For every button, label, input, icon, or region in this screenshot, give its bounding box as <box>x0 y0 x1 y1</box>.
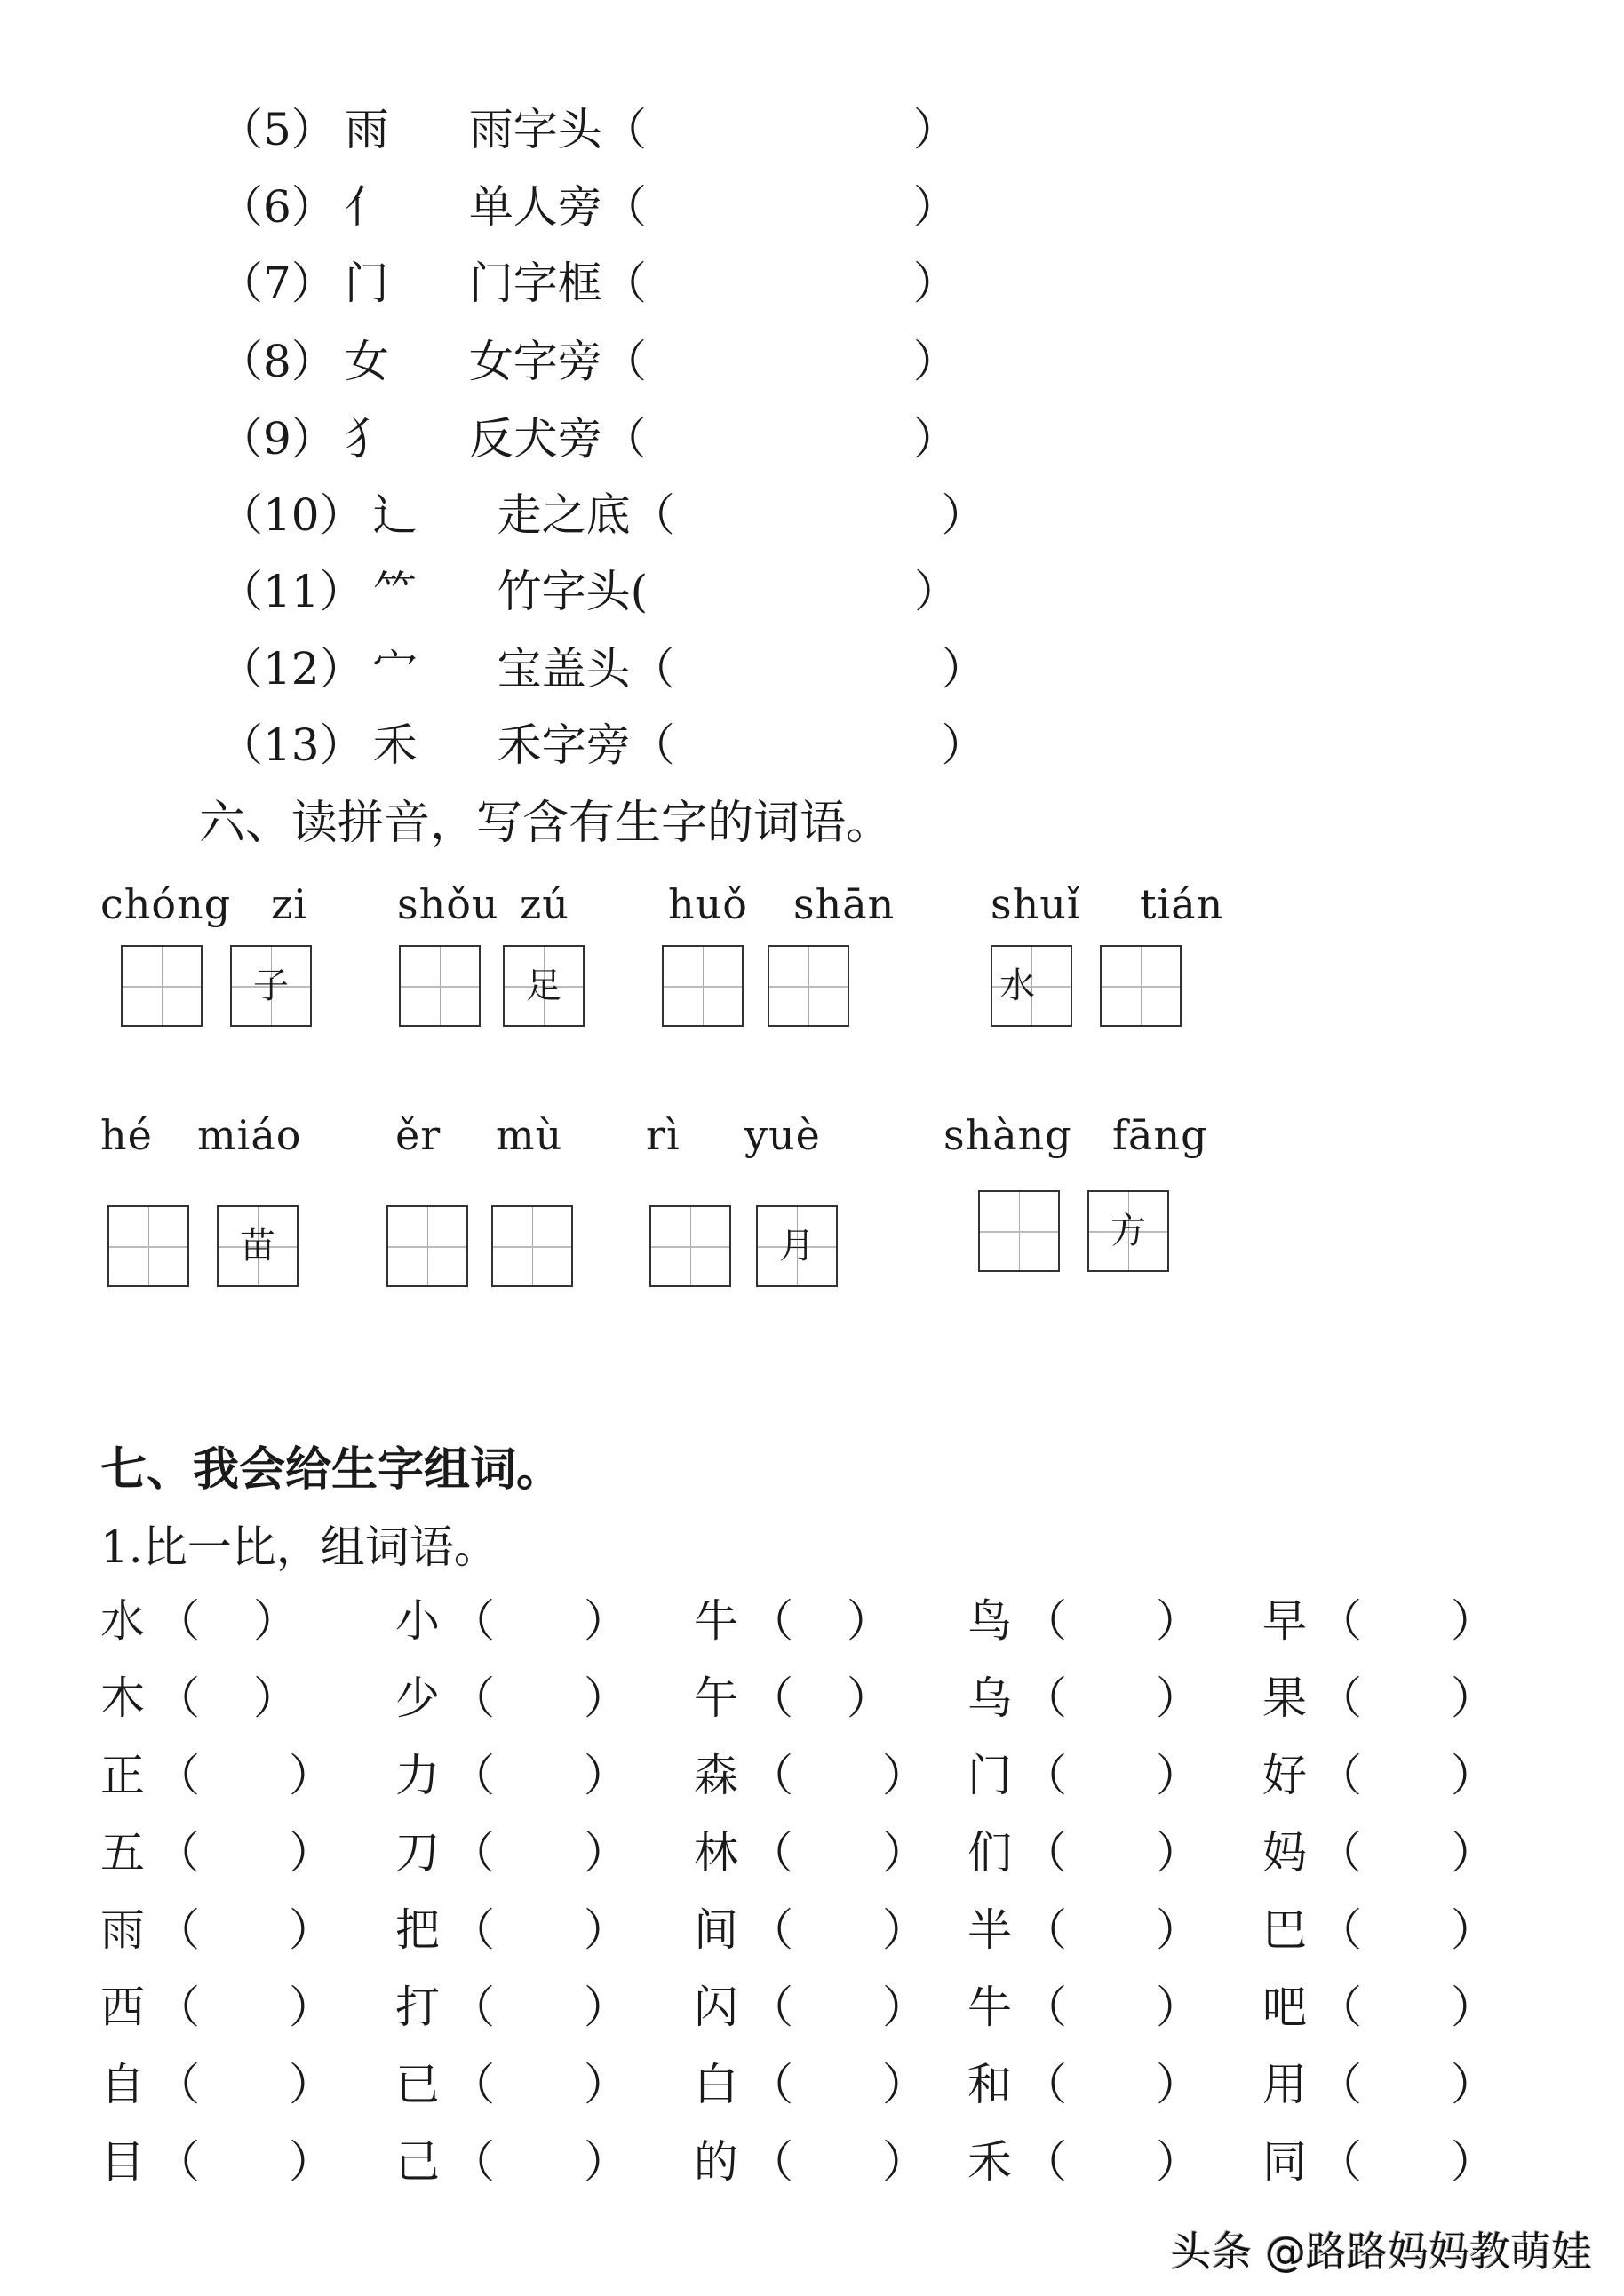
subsection-title: 1.比一比，组词语。 <box>100 1521 498 1573</box>
target-char: 牛 <box>694 1595 738 1647</box>
item-number: （11） <box>219 566 364 617</box>
answer-blank-close: ） <box>1451 1982 1495 2033</box>
answer-blank-open[interactable]: （ <box>1023 1982 1067 2033</box>
answer-blank-open[interactable]: （ <box>749 1827 793 1879</box>
radical-name: 雨字头 <box>468 104 602 155</box>
answer-blank-close: ） <box>584 2059 628 2110</box>
tianzige-box[interactable] <box>768 945 849 1027</box>
answer-blank-close: ） <box>584 1827 628 1879</box>
answer-blank-open[interactable]: （ <box>749 2136 793 2188</box>
answer-blank-open[interactable]: （ <box>749 2059 793 2110</box>
answer-blank-open[interactable]: （ <box>1318 1982 1362 2033</box>
radical-name: 反犬旁 <box>468 413 602 465</box>
radical-name: 走之底 <box>497 489 631 541</box>
radical-name: 单人旁 <box>468 181 602 233</box>
box-char: 足 <box>526 965 561 1006</box>
word-cell <box>1262 2131 1495 2193</box>
box-char: 子 <box>253 965 289 1006</box>
word-cell <box>100 1822 333 1884</box>
answer-blank-close: ） <box>912 258 958 309</box>
answer-blank-close: ） <box>289 2136 333 2188</box>
target-char: 五 <box>100 1827 145 1879</box>
word-cell <box>1262 1744 1495 1807</box>
word-cell <box>967 2054 1200 2116</box>
word-cell <box>694 1590 891 1652</box>
pinyin: tián <box>1140 880 1224 928</box>
target-char: 刀 <box>395 1827 440 1879</box>
answer-blank-open[interactable]: （ <box>155 2136 200 2188</box>
word-cell <box>100 1744 333 1807</box>
answer-blank-close: ） <box>912 104 958 155</box>
radical-glyph: ⺮ <box>372 566 418 617</box>
answer-blank-open[interactable]: （ <box>1318 1672 1362 1724</box>
radical-glyph: 门 <box>344 258 389 309</box>
answer-blank-open: （ <box>601 181 647 233</box>
answer-blank-close: ） <box>941 489 986 541</box>
pinyin: zú <box>520 880 569 928</box>
answer-blank-open: （ <box>601 104 647 155</box>
target-char: 禾 <box>967 2136 1012 2188</box>
answer-blank-open[interactable]: （ <box>155 2059 200 2110</box>
target-char: 果 <box>1262 1672 1307 1724</box>
word-cell <box>395 1744 628 1807</box>
answer-blank-close: ） <box>1156 1750 1200 1801</box>
radical-name: 女字旁 <box>468 336 602 387</box>
radical-glyph: 禾 <box>372 719 418 771</box>
answer-blank-open: （ <box>630 719 675 771</box>
answer-blank-open[interactable]: （ <box>749 1982 793 2033</box>
item-number: （12） <box>219 643 364 695</box>
answer-blank-close: ） <box>1156 1672 1200 1724</box>
pinyin: fāng <box>1112 1111 1208 1159</box>
target-char: 好 <box>1262 1750 1307 1801</box>
target-char: 用 <box>1262 2059 1307 2110</box>
word-cell <box>395 1899 628 1961</box>
answer-blank-close: ） <box>1451 1595 1495 1647</box>
target-char: 鸟 <box>967 1595 1012 1647</box>
target-char: 林 <box>694 1827 738 1879</box>
target-char: 间 <box>694 1904 738 1956</box>
target-char: 西 <box>100 1982 145 2033</box>
section-6-title: 六、读拼音，写含有生字的词语。 <box>199 797 893 850</box>
answer-blank-open[interactable]: （ <box>450 1672 495 1724</box>
answer-blank-open[interactable]: （ <box>1023 1904 1067 1956</box>
target-char: 森 <box>694 1750 738 1801</box>
word-cell <box>1262 1822 1495 1884</box>
target-char: 白 <box>694 2059 738 2110</box>
box-char: 水 <box>999 965 1035 1006</box>
answer-blank-close: ） <box>882 1827 927 1879</box>
answer-blank-close: ） <box>584 1672 628 1724</box>
word-cell <box>967 1667 1200 1729</box>
answer-blank-close: ） <box>1451 2136 1495 2188</box>
answer-blank-close: ） <box>1451 1904 1495 1956</box>
section-7-title: 七、我会给生字组词。 <box>100 1443 563 1497</box>
answer-blank-close: ） <box>847 1672 891 1724</box>
target-char: 正 <box>100 1750 145 1801</box>
item-number: （13） <box>219 719 364 771</box>
word-cell <box>694 1899 927 1961</box>
target-char: 小 <box>395 1595 440 1647</box>
answer-blank-open[interactable]: （ <box>450 1595 495 1647</box>
answer-blank-close: ） <box>289 1904 333 1956</box>
box-char: 方 <box>1111 1211 1146 1251</box>
word-cell <box>100 1667 298 1729</box>
target-char: 吧 <box>1262 1982 1307 2033</box>
answer-blank-open[interactable]: （ <box>749 1595 793 1647</box>
radical-glyph: 雨 <box>344 104 389 155</box>
tianzige-box[interactable] <box>756 1205 838 1287</box>
answer-blank-close: ） <box>912 336 958 387</box>
target-char: 水 <box>100 1595 145 1647</box>
answer-blank-open: （ <box>601 413 647 465</box>
tianzige-box[interactable] <box>217 1205 299 1287</box>
answer-blank-close: ） <box>289 2059 333 2110</box>
answer-blank-open[interactable]: （ <box>1318 1827 1362 1879</box>
radical-item <box>219 560 959 623</box>
radical-item <box>219 638 986 700</box>
word-cell <box>395 1822 628 1884</box>
pinyin: miáo <box>197 1111 302 1159</box>
target-char: 早 <box>1262 1595 1307 1647</box>
word-cell <box>967 1976 1200 2038</box>
tianzige-box[interactable] <box>503 945 585 1027</box>
answer-blank-open[interactable]: （ <box>1318 1750 1362 1801</box>
answer-blank-close: ） <box>289 1982 333 2033</box>
answer-blank-open[interactable]: （ <box>1023 2136 1067 2188</box>
word-cell <box>100 1899 333 1961</box>
tianzige-box[interactable] <box>399 945 481 1027</box>
pinyin: zi <box>271 880 307 928</box>
answer-blank-close: ） <box>1451 1672 1495 1724</box>
answer-blank-open[interactable]: （ <box>749 1904 793 1956</box>
tianzige-box[interactable] <box>121 945 203 1027</box>
word-cell <box>967 1590 1200 1652</box>
answer-blank-close: ） <box>882 1904 927 1956</box>
answer-blank-open[interactable]: （ <box>450 1750 495 1801</box>
radical-glyph: 辶 <box>372 489 418 541</box>
answer-blank-close: ） <box>1156 1595 1200 1647</box>
word-cell <box>1262 2054 1495 2116</box>
answer-blank-open[interactable]: （ <box>450 1982 495 2033</box>
pinyin: shǒu <box>397 880 499 928</box>
word-cell <box>395 1667 628 1729</box>
answer-blank-close: ） <box>882 1750 927 1801</box>
target-char: 闪 <box>694 1982 738 2033</box>
pinyin: chóng <box>100 880 232 928</box>
radical-glyph: 女 <box>344 336 389 387</box>
target-char: 巴 <box>1262 1904 1307 1956</box>
radical-glyph: 犭 <box>344 413 389 465</box>
pinyin: hé <box>100 1111 153 1159</box>
word-cell <box>1262 1899 1495 1961</box>
target-char: 半 <box>967 1904 1012 1956</box>
answer-blank-open[interactable]: （ <box>1318 1904 1362 1956</box>
target-char: 打 <box>395 1982 440 2033</box>
target-char: 的 <box>694 2136 738 2188</box>
answer-blank-close: ） <box>253 1595 298 1647</box>
answer-blank-close: ） <box>1451 1750 1495 1801</box>
tianzige-box[interactable] <box>991 945 1072 1027</box>
radical-item <box>219 176 958 238</box>
radical-name: 门字框 <box>468 258 602 309</box>
tianzige-box[interactable] <box>107 1205 189 1287</box>
word-cell <box>100 1590 298 1652</box>
word-cell <box>967 2131 1200 2193</box>
word-cell <box>694 1976 927 2038</box>
word-cell <box>395 2131 628 2193</box>
pinyin: shuǐ <box>991 880 1081 928</box>
tianzige-box[interactable] <box>1100 945 1182 1027</box>
word-cell <box>395 1590 628 1652</box>
target-char: 门 <box>967 1750 1012 1801</box>
item-number: （6） <box>219 181 336 233</box>
tianzige-box[interactable] <box>1087 1190 1169 1272</box>
radical-name: 竹字头 <box>497 566 631 617</box>
answer-blank-close: ） <box>289 1827 333 1879</box>
box-char: 月 <box>779 1226 815 1267</box>
target-char: 同 <box>1262 2136 1307 2188</box>
answer-blank-open[interactable]: （ <box>155 1982 200 2033</box>
target-char: 们 <box>967 1827 1012 1879</box>
answer-blank-open[interactable]: （ <box>1023 1827 1067 1879</box>
target-char: 和 <box>967 2059 1012 2110</box>
word-cell <box>100 1976 333 2038</box>
answer-blank-open[interactable]: （ <box>450 2136 495 2188</box>
answer-blank-close: ） <box>882 2059 927 2110</box>
answer-blank-open: （ <box>601 258 647 309</box>
word-cell <box>1262 1976 1495 2038</box>
item-number: （8） <box>219 336 336 387</box>
target-char: 妈 <box>1262 1827 1307 1879</box>
target-char: 午 <box>694 1672 738 1724</box>
word-cell <box>967 1744 1200 1807</box>
target-char: 雨 <box>100 1904 145 1956</box>
answer-blank-close: ） <box>584 1595 628 1647</box>
answer-blank-open[interactable]: （ <box>155 1750 200 1801</box>
answer-blank-open[interactable]: （ <box>155 1827 200 1879</box>
pinyin: shān <box>793 880 896 928</box>
pinyin: huǒ <box>668 880 748 928</box>
target-char: 牛 <box>967 1982 1012 2033</box>
word-cell <box>694 1822 927 1884</box>
answer-blank-close: ） <box>914 566 959 617</box>
answer-blank-close: ） <box>1451 2059 1495 2110</box>
tianzige-box[interactable] <box>491 1205 573 1287</box>
word-cell <box>1262 1667 1495 1729</box>
target-char: 目 <box>100 2136 145 2188</box>
answer-blank-close: ） <box>253 1672 298 1724</box>
answer-blank-open: （ <box>601 336 647 387</box>
radical-glyph: 亻 <box>344 181 389 233</box>
answer-blank-open[interactable]: （ <box>450 1827 495 1879</box>
pinyin: ěr <box>395 1111 442 1159</box>
word-cell <box>694 2131 927 2193</box>
answer-blank-close: ） <box>1156 1904 1200 1956</box>
answer-blank-close: ） <box>289 1750 333 1801</box>
radical-glyph: 宀 <box>372 643 418 695</box>
word-cell <box>967 1899 1200 1961</box>
tianzige-box[interactable] <box>230 945 312 1027</box>
target-char: 己 <box>395 2136 440 2188</box>
target-char: 少 <box>395 1672 440 1724</box>
answer-blank-close: ） <box>847 1595 891 1647</box>
word-cell <box>694 1744 927 1807</box>
radical-item <box>219 484 986 546</box>
item-number: （9） <box>219 413 336 465</box>
target-char: 把 <box>395 1904 440 1956</box>
answer-blank-open[interactable]: （ <box>1023 1672 1067 1724</box>
radical-name: 禾字旁 <box>497 719 631 771</box>
word-cell <box>1262 1590 1495 1652</box>
word-cell <box>694 1667 891 1729</box>
word-cell <box>395 1976 628 2038</box>
item-number: （5） <box>219 104 336 155</box>
target-char: 力 <box>395 1750 440 1801</box>
answer-blank-open[interactable]: （ <box>1023 1595 1067 1647</box>
answer-blank-open[interactable]: （ <box>1318 1595 1362 1647</box>
pinyin: shàng <box>943 1111 1072 1159</box>
word-cell <box>967 1822 1200 1884</box>
target-char: 乌 <box>967 1672 1012 1724</box>
answer-blank-close: ） <box>1451 1827 1495 1879</box>
target-char: 木 <box>100 1672 145 1724</box>
target-char: 已 <box>395 2059 440 2110</box>
answer-blank-open[interactable]: （ <box>1318 2059 1362 2110</box>
answer-blank-open[interactable]: （ <box>1023 2059 1067 2110</box>
answer-blank-close: ） <box>1156 2136 1200 2188</box>
radical-name: 宝盖头 <box>497 643 631 695</box>
pinyin: mù <box>496 1111 563 1159</box>
word-cell <box>395 2054 628 2116</box>
radical-item <box>219 99 958 161</box>
tianzige-box[interactable] <box>978 1190 1060 1272</box>
word-cell <box>100 2131 333 2193</box>
answer-blank-close: ） <box>941 643 986 695</box>
answer-blank-close: ） <box>584 1904 628 1956</box>
answer-blank-open[interactable]: （ <box>450 1904 495 1956</box>
radical-item <box>219 408 958 470</box>
answer-blank-open[interactable]: （ <box>749 1672 793 1724</box>
answer-blank-close: ） <box>584 1750 628 1801</box>
item-number: （7） <box>219 258 336 309</box>
answer-blank-open: ( <box>630 566 649 617</box>
answer-blank-close: ） <box>584 1982 628 2033</box>
answer-blank-open: （ <box>630 489 675 541</box>
answer-blank-close: ） <box>912 413 958 465</box>
answer-blank-close: ） <box>941 719 986 771</box>
answer-blank-close: ） <box>882 2136 927 2188</box>
tianzige-box[interactable] <box>649 1205 731 1287</box>
radical-item <box>219 330 958 393</box>
word-cell <box>694 2054 927 2116</box>
answer-blank-close: ） <box>584 2136 628 2188</box>
watermark: 头条 @路路妈妈教萌娃 <box>1170 2228 1592 2276</box>
pinyin: rì <box>646 1111 681 1159</box>
box-char: 苗 <box>240 1226 275 1267</box>
word-cell <box>100 2054 333 2116</box>
pinyin: yuè <box>744 1111 821 1159</box>
radical-item <box>219 714 986 776</box>
answer-blank-open[interactable]: （ <box>1318 2136 1362 2188</box>
answer-blank-open[interactable]: （ <box>749 1750 793 1801</box>
radical-item <box>219 252 958 314</box>
answer-blank-close: ） <box>912 181 958 233</box>
answer-blank-close: ） <box>882 1982 927 2033</box>
item-number: （10） <box>219 489 364 541</box>
answer-blank-close: ） <box>1156 2059 1200 2110</box>
answer-blank-close: ） <box>1156 1827 1200 1879</box>
answer-blank-open[interactable]: （ <box>155 1672 200 1724</box>
answer-blank-open[interactable]: （ <box>450 2059 495 2110</box>
answer-blank-open[interactable]: （ <box>155 1595 200 1647</box>
tianzige-box[interactable] <box>662 945 744 1027</box>
answer-blank-close: ） <box>1156 1982 1200 2033</box>
answer-blank-open[interactable]: （ <box>155 1904 200 1956</box>
target-char: 自 <box>100 2059 145 2110</box>
answer-blank-open: （ <box>630 643 675 695</box>
answer-blank-open[interactable]: （ <box>1023 1750 1067 1801</box>
tianzige-box[interactable] <box>386 1205 468 1287</box>
